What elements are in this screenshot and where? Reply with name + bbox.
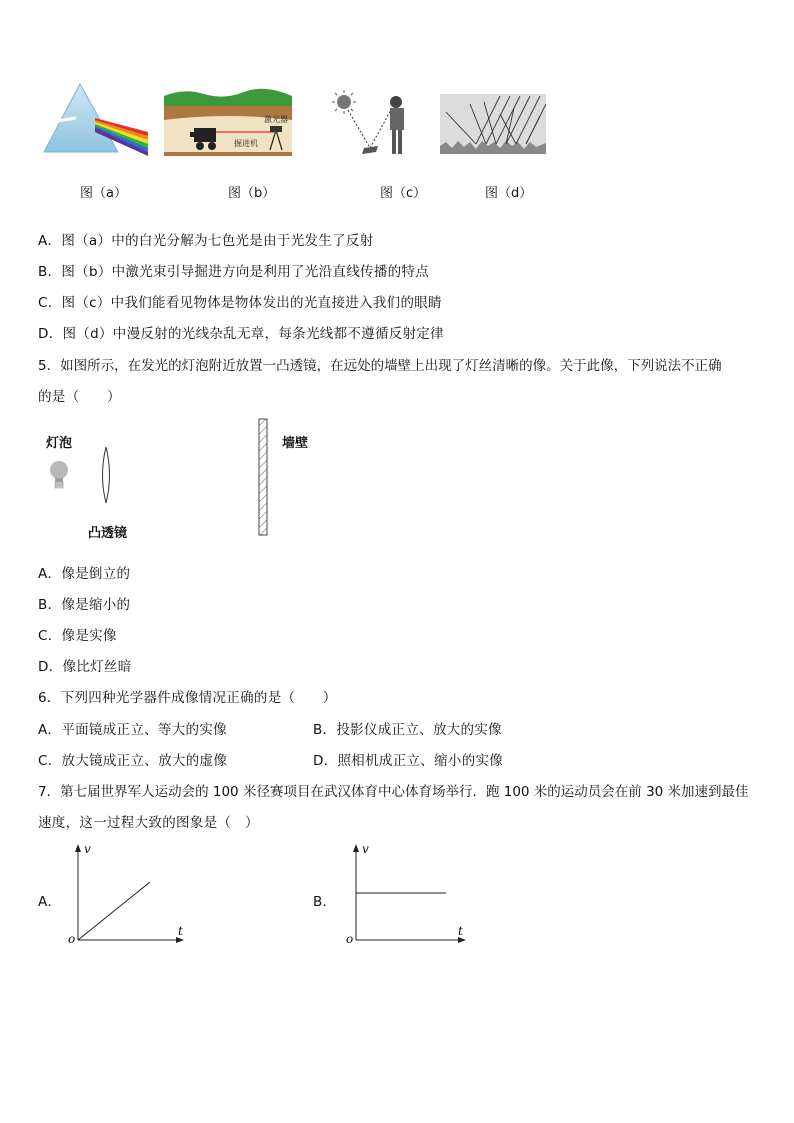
- machine-label: 掘进机: [234, 139, 258, 148]
- q4-option-b: B．图（b）中激光束引导掘进方向是利用了光沿直线传播的特点: [38, 264, 430, 280]
- q7-graph-a-t-label: t: [178, 924, 183, 938]
- laser-label: 激光器: [264, 115, 288, 124]
- q5-option-a: A．像是倒立的: [38, 566, 131, 582]
- wall-label: 墙壁: [282, 436, 309, 451]
- q7-graph-a-origin: o: [68, 932, 76, 946]
- figure-b-tunnel: [164, 86, 292, 156]
- q7-graph-a-v-label: v: [84, 842, 91, 856]
- q7-graph-b-t-label: t: [458, 924, 463, 938]
- q5-option-d: D．像比灯丝暗: [38, 659, 132, 675]
- q4-option-c: C．图（c）中我们能看见物体是物体发出的光直接进入我们的眼睛: [38, 295, 442, 311]
- wall-icon: [258, 418, 268, 536]
- figure-d-diffuse: [440, 94, 546, 154]
- q7-graph-b-option: B．: [313, 894, 337, 910]
- q4-option-a: A．图（a）中的白光分解为七色光是由于光发生了反射: [38, 233, 374, 249]
- bulb-icon: [48, 460, 70, 492]
- q7-graph-b-origin: o: [346, 932, 354, 946]
- figure-a-prism: [40, 82, 150, 158]
- lens-label: 凸透镜: [88, 526, 128, 541]
- q6-option-c: C．放大镜成正立、放大的虚像: [38, 753, 228, 769]
- q6-stem: 6．下列四种光学器件成像情况正确的是（ ）: [38, 690, 337, 706]
- caption-c: 图（c）: [380, 186, 427, 201]
- caption-d: 图（d）: [485, 186, 533, 201]
- caption-b: 图（b）: [228, 186, 276, 201]
- caption-a: 图（a）: [80, 186, 127, 201]
- q6-option-b: B．投影仪成正立、放大的实像: [313, 722, 502, 738]
- q6-option-d: D．照相机成正立、缩小的实像: [313, 753, 504, 769]
- q5-stem-line2: 的是（ ）: [38, 389, 121, 405]
- q6-option-a: A．平面镜成正立、等大的实像: [38, 722, 227, 738]
- q7-graph-a: [66, 842, 186, 946]
- q7-stem-line2: 速度，这一过程大致的图象是（ ）: [38, 815, 259, 831]
- q7-stem-line1: 7．第七届世界军人运动会的 100 米径赛项目在武汉体育中心体育场举行．跑 100 米的运动员会在前 30 米加速到最佳: [38, 784, 749, 800]
- convex-lens-icon: [98, 446, 114, 504]
- figure-c-reflection: [330, 88, 420, 160]
- q4-option-d: D．图（d）中漫反射的光线杂乱无章，每条光线都不遵循反射定律: [38, 326, 444, 342]
- q7-graph-b-v-label: v: [362, 842, 369, 856]
- q5-option-c: C．像是实像: [38, 628, 117, 644]
- q7-graph-b: [344, 842, 468, 946]
- bulb-label: 灯泡: [46, 436, 73, 451]
- q7-graph-a-option: A．: [38, 894, 62, 910]
- q5-stem-line1: 5．如图所示，在发光的灯泡附近放置一凸透镜，在远处的墙壁上出现了灯丝清晰的像。关于此像，下列说法不正确: [38, 358, 722, 374]
- q5-option-b: B．像是缩小的: [38, 597, 131, 613]
